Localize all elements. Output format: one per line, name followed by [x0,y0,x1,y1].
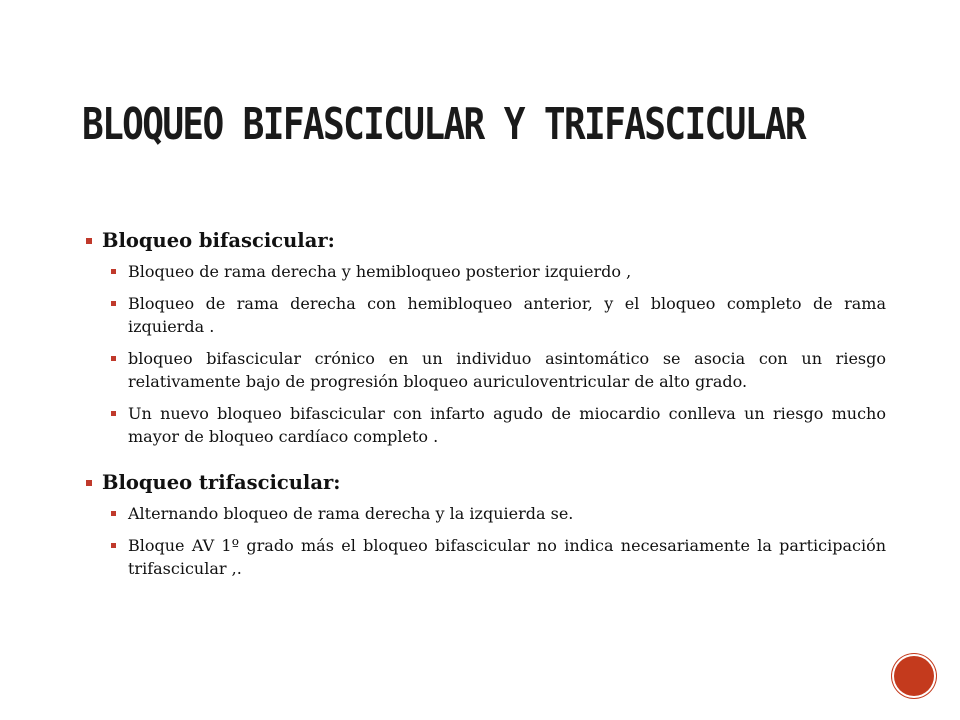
square-bullet-icon [86,238,92,244]
list-item-text: Bloqueo de rama derecha y hemibloqueo posterior izquierdo , [128,262,632,281]
bullet-list [86,502,886,580]
square-bullet-icon [111,543,116,548]
square-bullet-icon [111,301,116,306]
square-bullet-icon [111,411,116,416]
list-item-text: Bloque AV 1º grado más el bloqueo bifascicular no indica necesariamente la participación trifascicular ,. [128,536,886,578]
list-item-text: Un nuevo bloqueo bifascicular con infarto agudo de miocardio conlleva un riesgo mucho mayor de bloqueo cardíaco completo . [128,404,886,446]
slide-corner-circle-icon [894,656,934,696]
section-trifascicular [86,470,886,580]
list-item [111,347,886,393]
list-item [111,292,886,338]
square-bullet-icon [86,480,92,486]
section-heading [86,228,886,254]
square-bullet-icon [111,511,116,516]
list-item [111,260,886,283]
square-bullet-icon [111,356,116,361]
list-item [111,402,886,448]
list-item [111,534,886,580]
bullet-list [86,260,886,448]
slide-title: BLOQUEO BIFASCICULAR Y TRIFASCICULAR [82,99,805,150]
list-item [111,502,886,525]
list-item-text: Bloqueo de rama derecha con hemibloqueo anterior, y el bloqueo completo de rama izquierda . [128,294,886,336]
slide-content [86,228,886,602]
section-heading [86,470,886,496]
section-bifascicular [86,228,886,448]
list-item-text: bloqueo bifascicular crónico en un individuo asintomático se asocia con un riesgo relativamente bajo de progresión bloqueo auriculoventricular de alto grado. [128,349,886,391]
list-item-text: Alternando bloqueo de rama derecha y la izquierda se. [128,504,574,523]
square-bullet-icon [111,269,116,274]
section-heading-text: Bloqueo trifascicular: [102,471,341,494]
section-heading-text: Bloqueo bifascicular: [102,229,335,252]
